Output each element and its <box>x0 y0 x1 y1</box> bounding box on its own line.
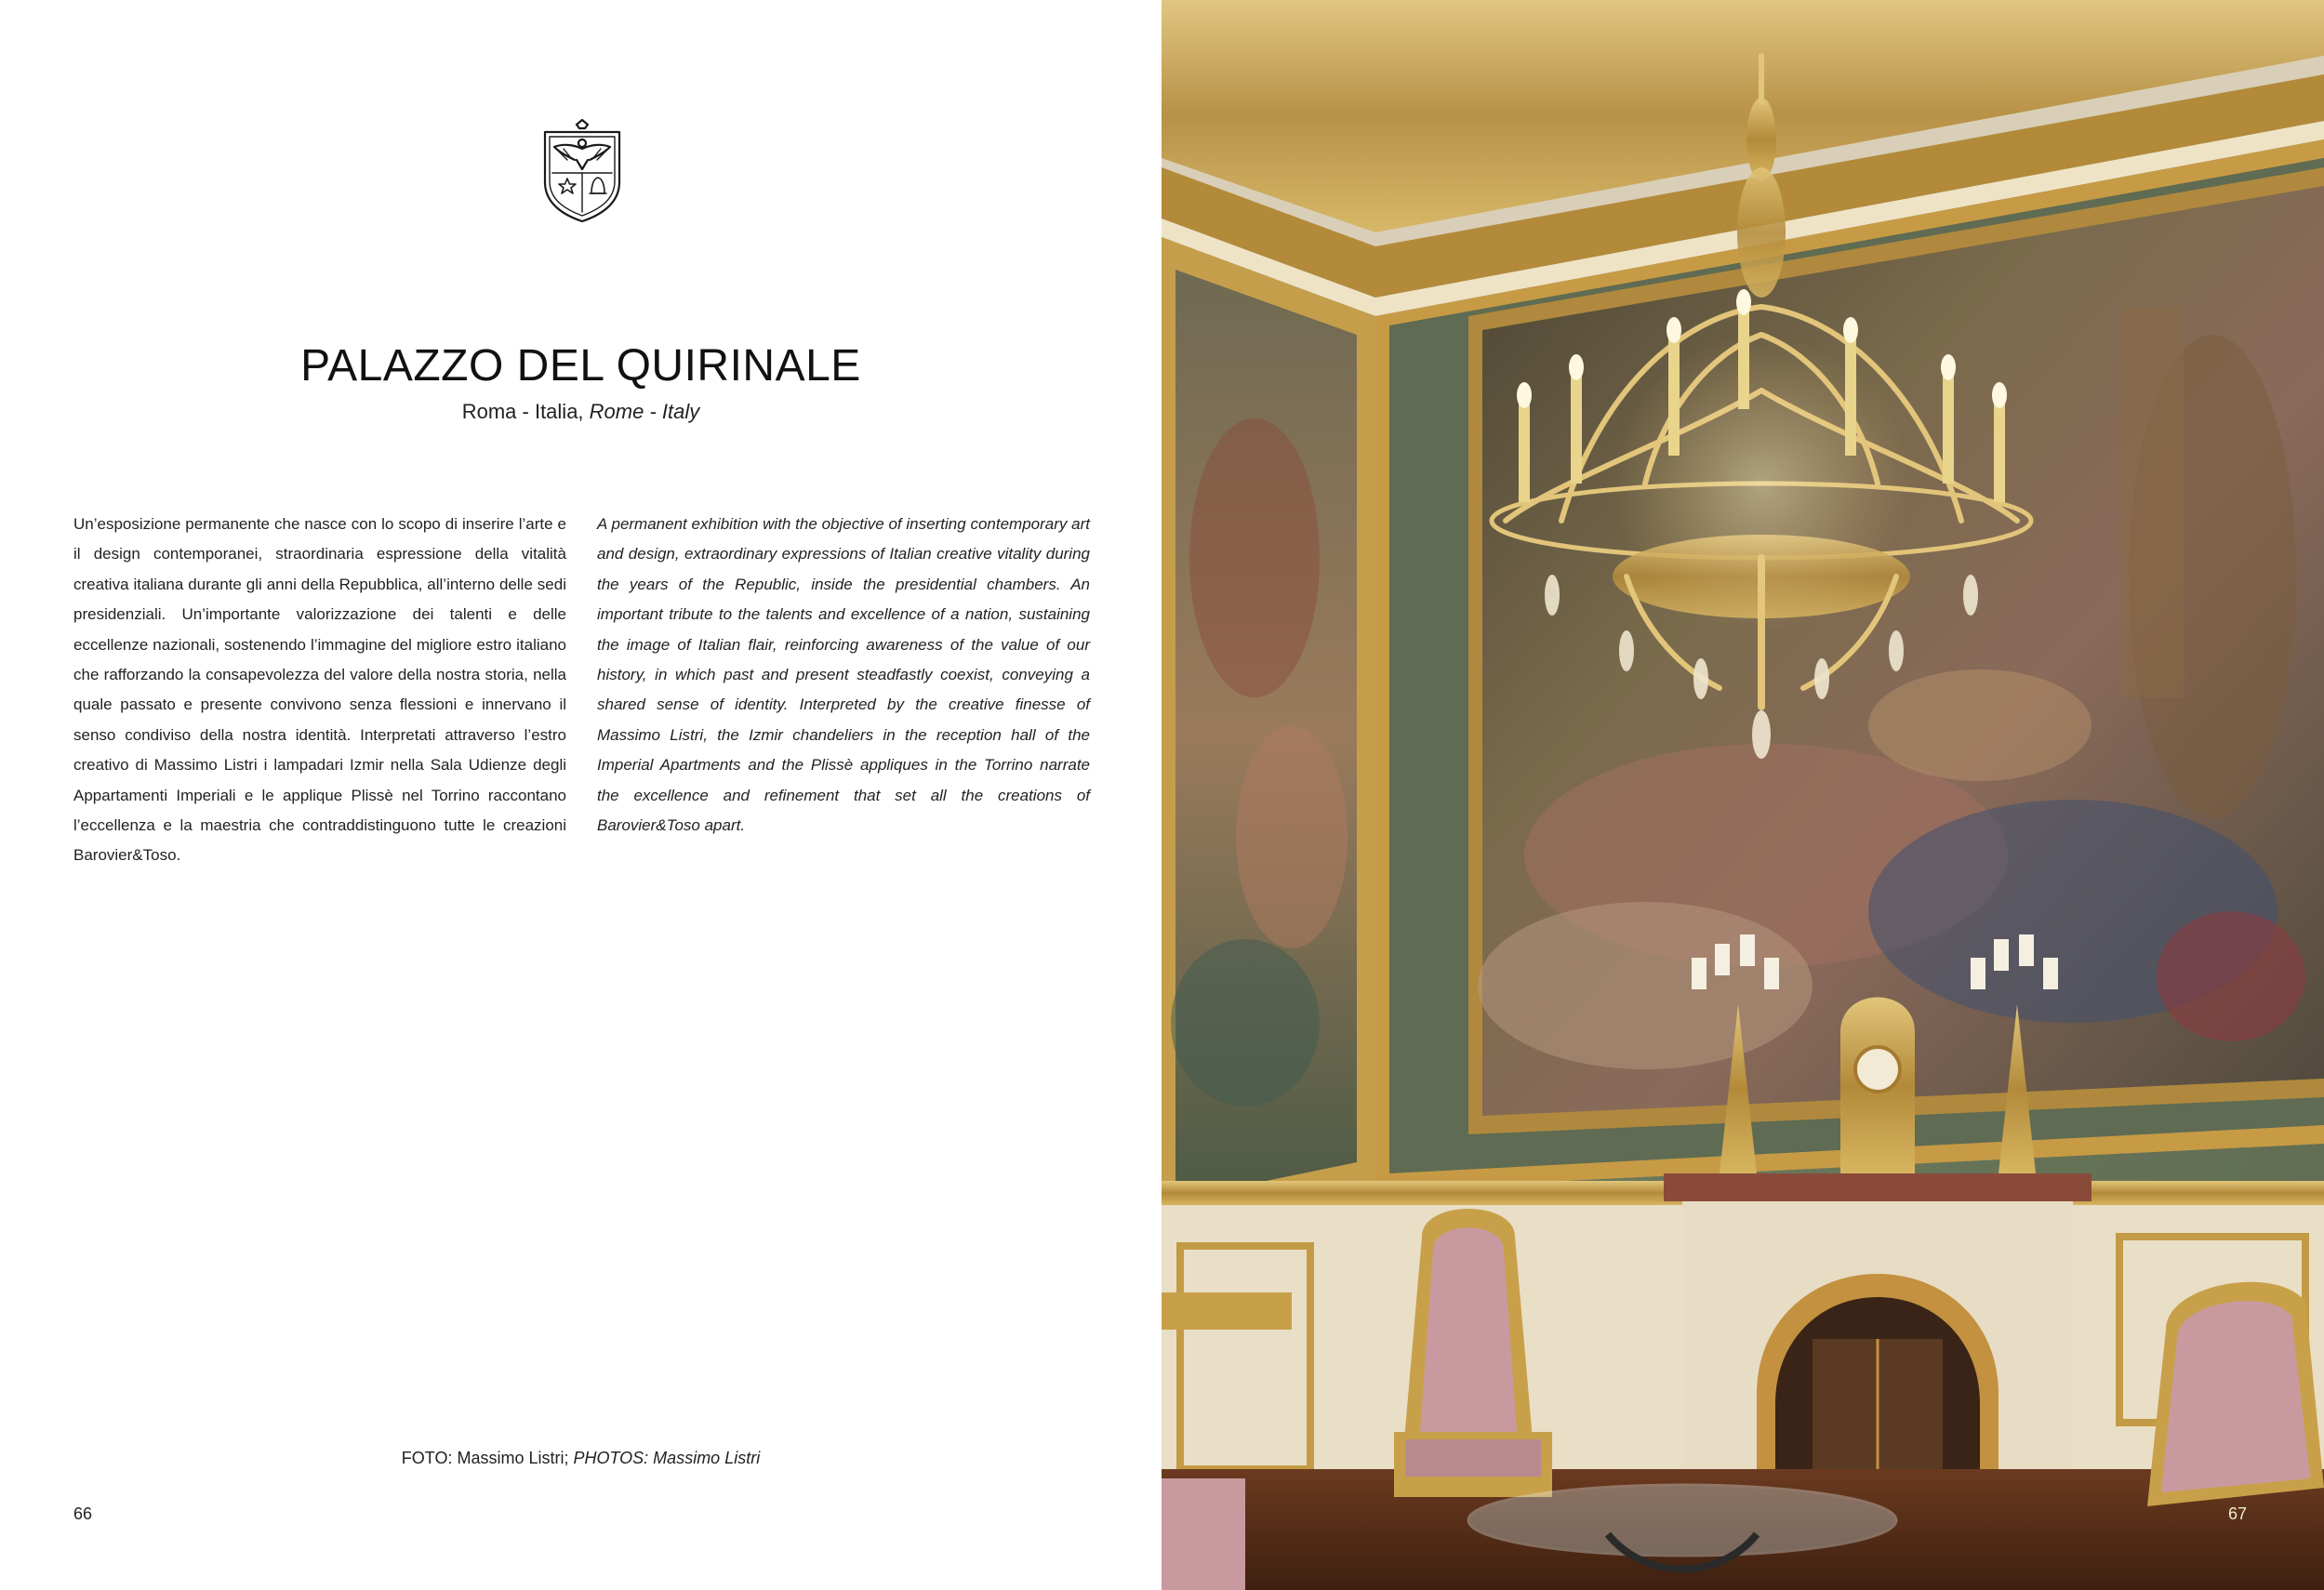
interior-photograph <box>1162 0 2324 1590</box>
page-number-left: 66 <box>73 1504 93 1523</box>
photo-credit <box>0 1449 1162 1468</box>
body-text-english: A permanent exhibition with the objective of inserting contemporary art and design, extraordinary expressions of Italian creative vitality during the years of the Republic, inside the presidential chambers. An important tribute to the talents and excellence of a nation, sustaining the image of Italian flair, reinforcing awareness of the value of our history, in which past and present steadfastly coexist, conveying a shared sense of identity. Interpreted by the creative finesse of Massimo Listri, the Izmir chandeliers in the reception hall of the Imperial Apartments and the Plissè appliques in the Torrino narrate the excellence and refinement that set all the creations of Barovier&Toso apart. <box>597 515 1090 835</box>
location-english: Rome - Italy <box>589 400 700 423</box>
page-number-right: 67 <box>2228 1504 2248 1523</box>
body-text-italian: Un’esposizione permanente che nasce con lo scopo di inserire l’arte e il design contemporanei, straordinaria espressione della vitalità creativa italiana durante gli anni della Repubblica, all’interno delle sedi presidenziali. Un’importante valorizzazione dei talenti e delle eccellenze nazionali, sostenendo l’immagine del migliore estro italiano che rafforzando la consapevolezza del valore della nostra storia, nella quale passato e presente convivono senza flessioni e innervano il senso condiviso della nostra identità. Interpretati attraverso l’estro creativo di Massimo Listri i lampadari Izmir nella Sala Udienze degli Appartamenti Imperiali e le applique Plissè nel Torrino raccontano l’eccellenza e la maestria che contraddistinguono tutte le creazioni Barovier&Toso. <box>73 515 566 865</box>
page-title: PALAZZO DEL QUIRINALE <box>300 341 861 391</box>
photo-credit-italian: FOTO: Massimo Listri; <box>401 1449 569 1467</box>
photo-credit-english: PHOTOS: Massimo Listri <box>573 1449 761 1467</box>
coat-of-arms-icon <box>539 119 625 223</box>
location-subtitle <box>0 400 1162 424</box>
location-italian: Roma - Italia, <box>461 400 584 423</box>
